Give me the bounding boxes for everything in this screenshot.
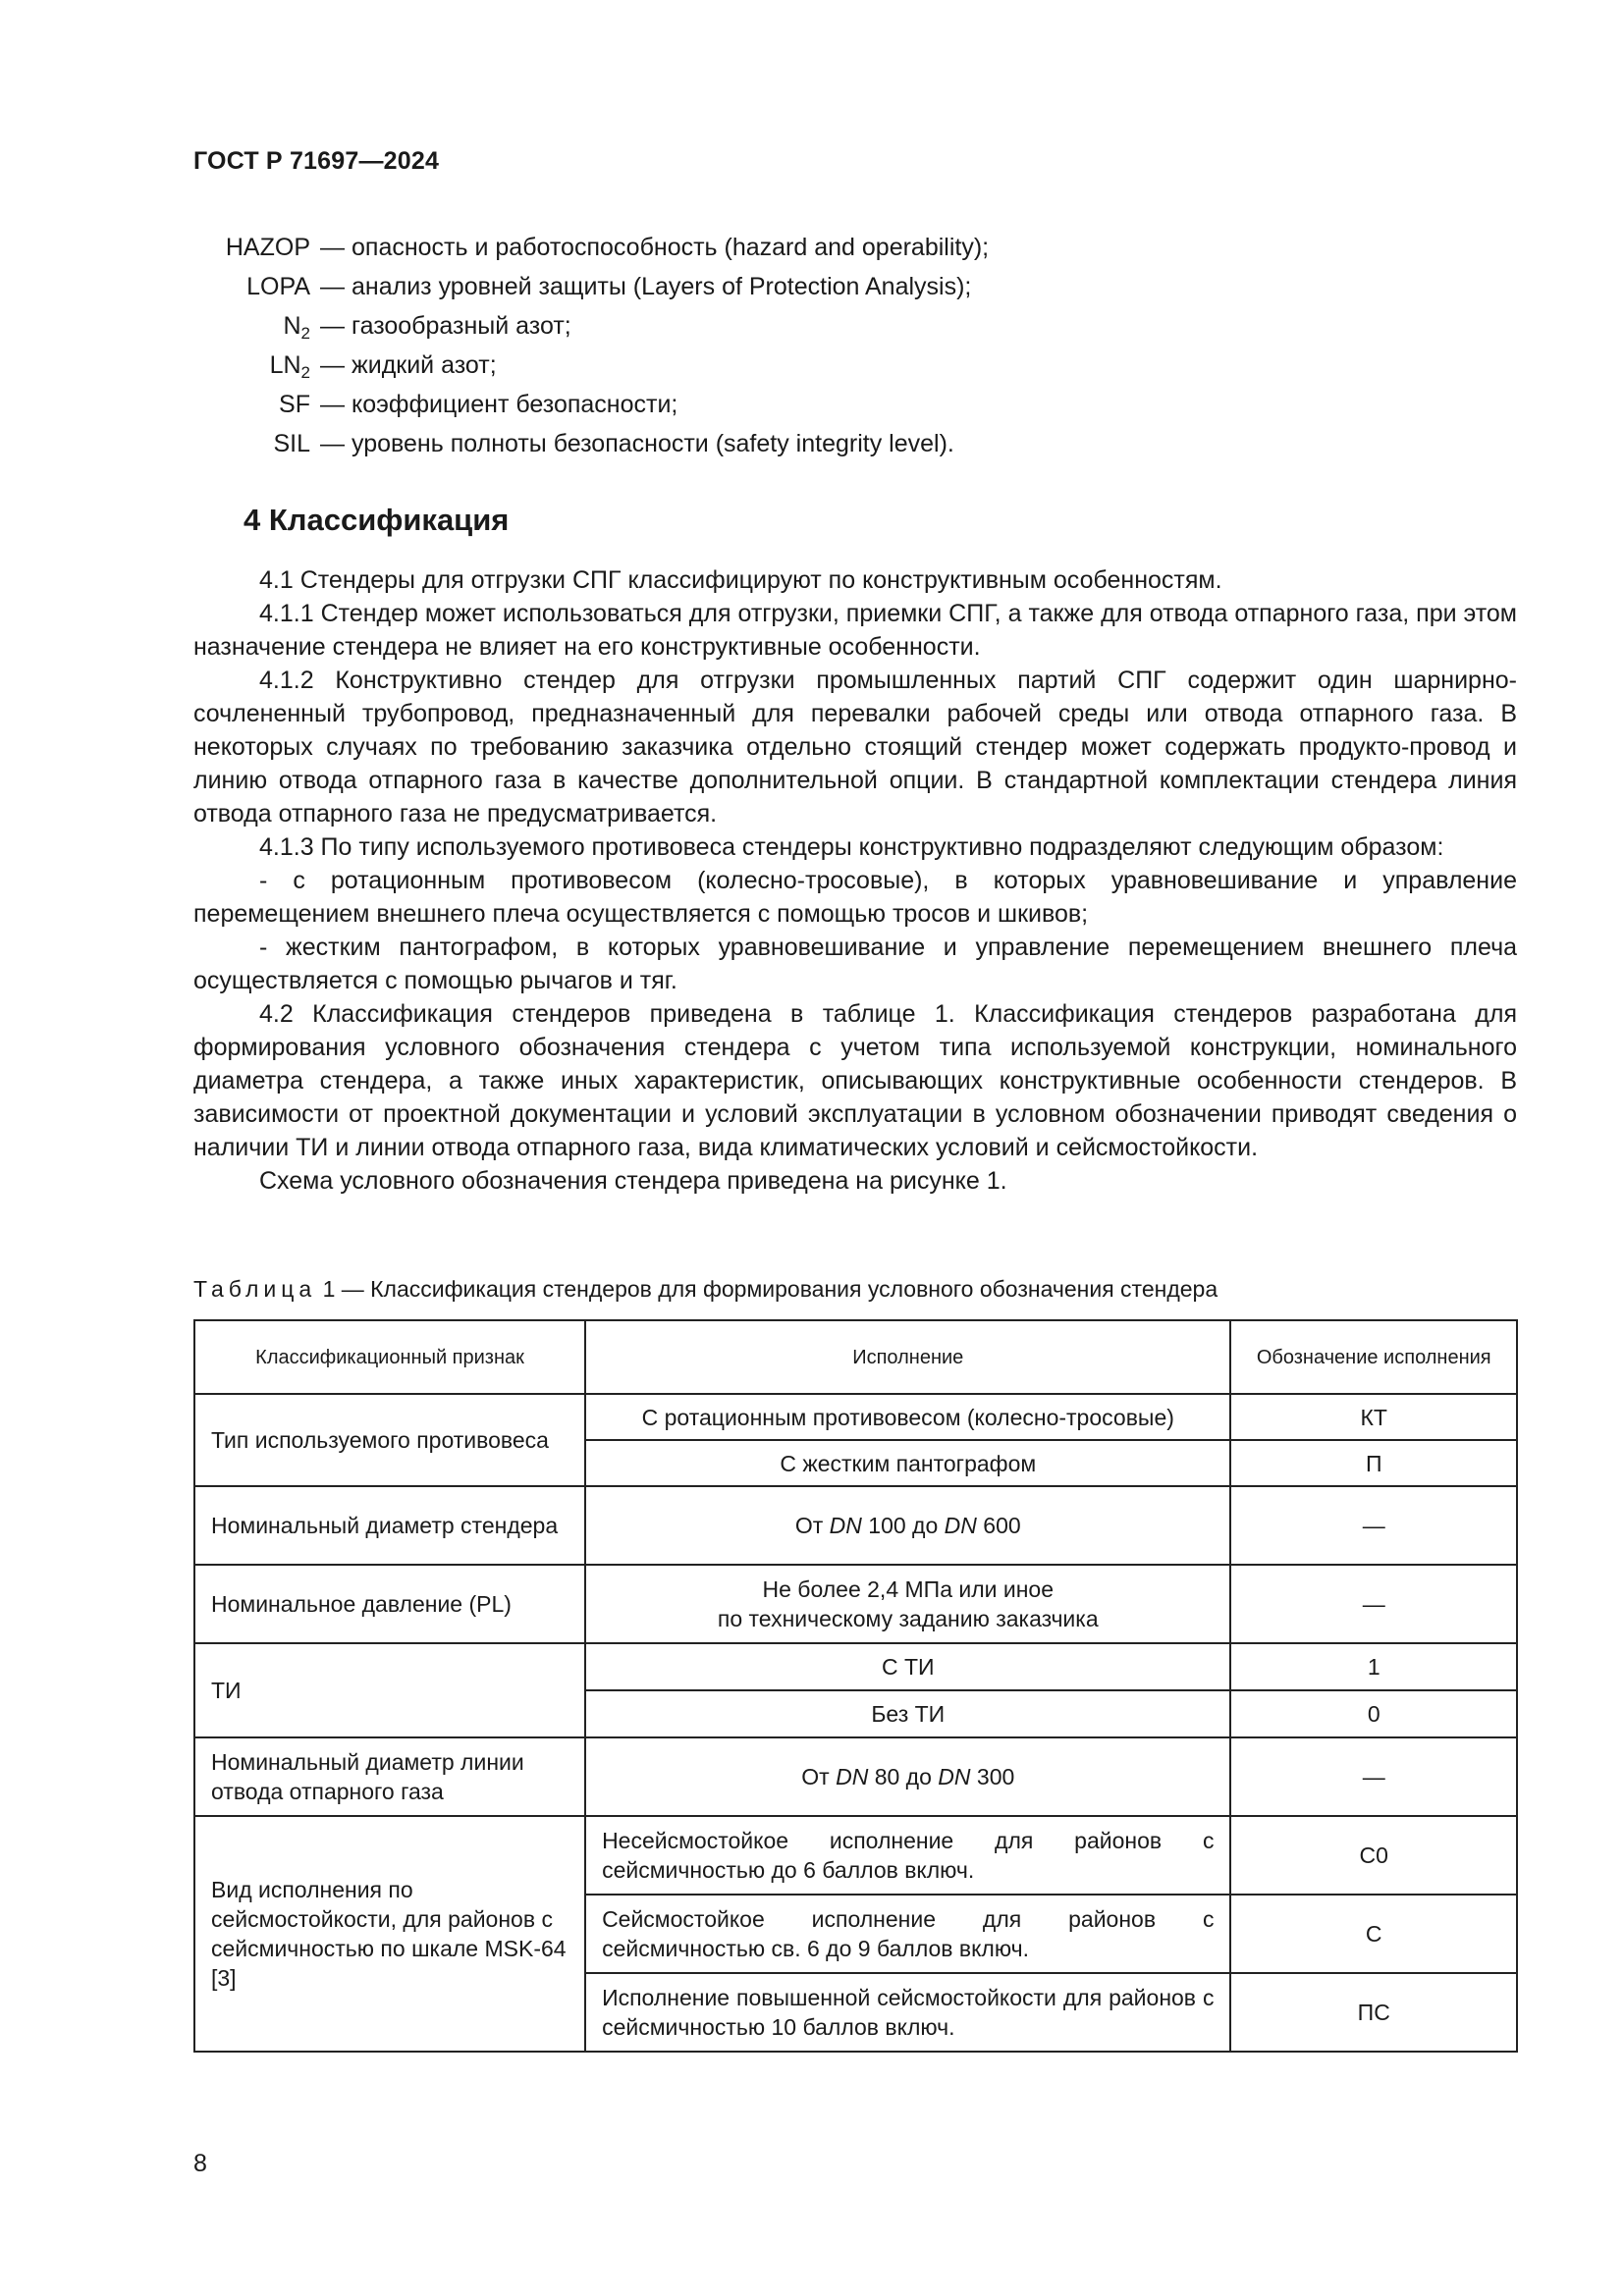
- abbreviation-term: $LN_2$: [269, 351, 310, 382]
- table-row: [194, 1565, 1517, 1643]
- row-label: Вид исполнения по сейсмостойкости, для районов с сейсмичностью по шкале MSK-64 [3]: [194, 1816, 585, 2052]
- table-cell: ПС: [1230, 1973, 1517, 2052]
- table-cell: 1: [1230, 1643, 1517, 1690]
- paragraph: 4.1.3 По типу используемого противовеса стендеры конструктивно подразделяют следующим образом:: [259, 833, 1444, 861]
- abbreviation-definition: жидкий азот;: [352, 351, 497, 379]
- abbreviation-definition: газообразный азот;: [352, 312, 571, 340]
- section-title: 4 Классификация: [244, 503, 510, 537]
- table-row: [194, 1643, 1517, 1690]
- list-item: - жестким пантографом, в которых уравновешивание и управление перемещением внешнего плеча осуществляется с помощью рычагов и тяг.: [193, 934, 1517, 994]
- table-cell: Без ТИ: [585, 1690, 1230, 1737]
- abbreviation-dash: —: [320, 312, 345, 340]
- table-cell: Сейсмостойкое исполнение для районов с сейсмичностью св. 6 до 9 баллов включ.: [585, 1895, 1230, 1973]
- section-body: [193, 563, 1517, 1198]
- table-header-row: [194, 1320, 1517, 1394]
- abbreviation-term: SIL: [273, 430, 310, 457]
- table-caption-text: 1 — Классификация стендеров для формирования условного обозначения стендера: [316, 1276, 1218, 1302]
- abbreviation-item: [0, 424, 1624, 463]
- table-cell: С: [1230, 1895, 1517, 1973]
- abbreviation-term: $N_2$: [283, 312, 310, 343]
- table-cell: 0: [1230, 1690, 1517, 1737]
- abbreviation-definition: анализ уровней защиты (Layers of Protection Analysis);: [352, 273, 972, 300]
- abbreviation-item: [0, 267, 1624, 306]
- table-row: [194, 1737, 1517, 1816]
- column-header: Исполнение: [585, 1320, 1230, 1394]
- table-cell: С жестким пантографом: [585, 1440, 1230, 1486]
- row-label: Тип используемого противовеса: [194, 1394, 585, 1486]
- abbreviation-dash: —: [320, 351, 345, 379]
- table-cell: С0: [1230, 1816, 1517, 1895]
- classification-table: [193, 1319, 1518, 2053]
- abbreviation-dash: —: [320, 234, 345, 261]
- page-number: 8: [193, 2150, 207, 2177]
- table-cell: КТ: [1230, 1394, 1517, 1440]
- abbreviation-item: [0, 385, 1624, 424]
- table-row: [194, 1394, 1517, 1440]
- table-cell: —: [1230, 1565, 1517, 1643]
- row-label: Номинальный диаметр стендера: [194, 1486, 585, 1565]
- abbreviations-list: [0, 228, 1624, 463]
- table-caption-prefix: Таблица: [193, 1276, 317, 1302]
- list-item: - с ротационным противовесом (колесно-тросовые), в которых уравновешивание и управление перемещением внешнего плеча осуществляется с помощью тросов и шкивов;: [193, 867, 1517, 928]
- paragraph: 4.1.2 Конструктивно стендер для отгрузки промышленных партий СПГ содержит один шарнирно-сочлененный трубопровод, предназначенный для перевалки рабочей среды или отвода отпарного газа. В некоторых случаях по требованию заказчика отдельно стоящий стендер может содержать продукто-провод и линию отвода отпарного газа в качестве дополнительной опции. В стандартной комплектации стендера линия отвода отпарного газа не предусматривается.: [193, 667, 1517, 828]
- abbreviation-definition: опасность и работоспособность (hazard and operability);: [352, 234, 990, 261]
- table-caption: [193, 1276, 1218, 1303]
- document-header: ГОСТ Р 71697—2024: [193, 147, 440, 175]
- table-cell: С ротационным противовесом (колесно-тросовые): [585, 1394, 1230, 1440]
- paragraph: 4.1.1 Стендер может использоваться для отгрузки, приемки СПГ, а также для отвода отпарного газа, при этом назначение стендера не влияет на его конструктивные особенности.: [193, 600, 1517, 661]
- row-label: ТИ: [194, 1643, 585, 1737]
- column-header: Классификационный признак: [194, 1320, 585, 1394]
- table-row: [194, 1816, 1517, 1895]
- abbreviation-item: [0, 346, 1624, 385]
- table-cell: От DN 100 до DN 600: [585, 1486, 1230, 1565]
- paragraph: 4.2 Классификация стендеров приведена в таблице 1. Классификация стендеров разработана для формирования условного обозначения стендера с учетом типа используемой конструкции, номинального диаметра стендера, а также иных характеристик, описывающих конструктивные особенности стендеров. В зависимости от проектной документации и условий эксплуатации в условном обозначении приводят сведения о наличии ТИ и линии отвода отпарного газа, вида климатических условий и сейсмостойкости.: [193, 1000, 1517, 1161]
- table-cell: —: [1230, 1486, 1517, 1565]
- abbreviation-item: [0, 306, 1624, 346]
- table-cell: От DN 80 до DN 300: [585, 1737, 1230, 1816]
- paragraph: Схема условного обозначения стендера приведена на рисунке 1.: [259, 1167, 1007, 1195]
- abbreviation-dash: —: [320, 391, 345, 418]
- abbreviation-term: HAZOP: [225, 234, 310, 261]
- table-cell: —: [1230, 1737, 1517, 1816]
- table-cell: П: [1230, 1440, 1517, 1486]
- abbreviation-item: [0, 228, 1624, 267]
- column-header: Обозначение исполнения: [1230, 1320, 1517, 1394]
- table-cell: Несейсмостойкое исполнение для районов с сейсмичностью до 6 баллов включ.: [585, 1816, 1230, 1895]
- abbreviation-dash: —: [320, 430, 345, 457]
- abbreviation-term: LOPA: [246, 273, 310, 300]
- table-cell: Не более 2,4 МПа или иное по техническому заданию заказчика: [585, 1565, 1230, 1643]
- abbreviation-term: SF: [279, 391, 310, 418]
- abbreviation-definition: коэффициент безопасности;: [352, 391, 678, 418]
- abbreviation-definition: уровень полноты безопасности (safety integrity level).: [352, 430, 954, 457]
- abbreviation-dash: —: [320, 273, 345, 300]
- paragraph: 4.1 Стендеры для отгрузки СПГ классифицируют по конструктивным особенностям.: [259, 566, 1222, 594]
- table-row: [194, 1486, 1517, 1565]
- table-cell: С ТИ: [585, 1643, 1230, 1690]
- table-cell: Исполнение повышенной сейсмостойкости для районов с сейсмичностью 10 баллов включ.: [585, 1973, 1230, 2052]
- row-label: Номинальный диаметр линии отвода отпарного газа: [194, 1737, 585, 1816]
- row-label: Номинальное давление (PL): [194, 1565, 585, 1643]
